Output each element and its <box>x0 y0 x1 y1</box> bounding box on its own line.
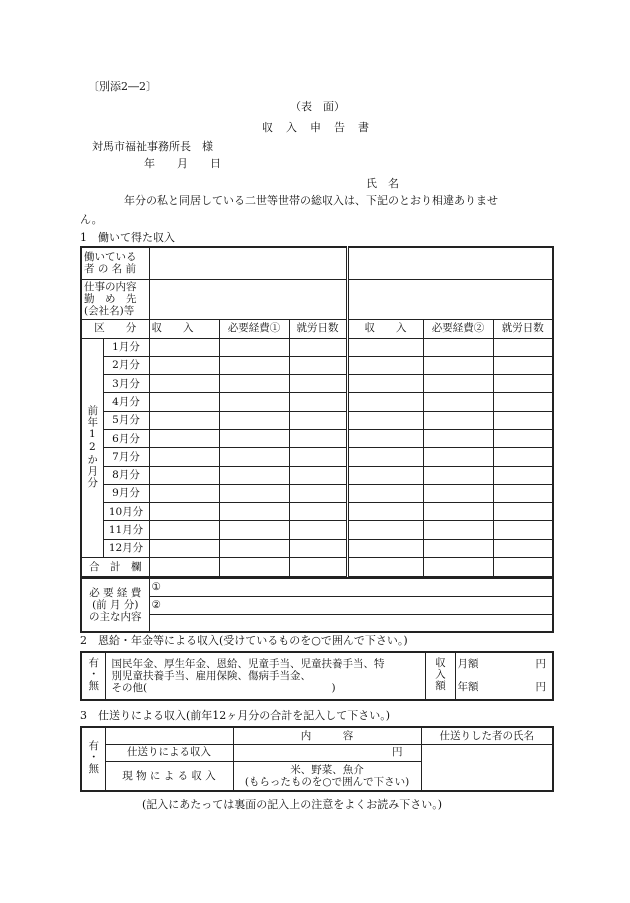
month-expense-1[interactable] <box>219 356 289 374</box>
month-income-2[interactable] <box>347 521 423 539</box>
total-label: 合 計 欄 <box>81 558 149 577</box>
table-row <box>81 484 553 502</box>
total-days-1[interactable] <box>289 558 347 577</box>
expense-detail-table <box>80 577 554 633</box>
month-expense-1[interactable] <box>219 466 289 484</box>
statement-line-2: ん。 <box>80 213 103 226</box>
worker-name-cell-2[interactable] <box>347 247 553 279</box>
month-days-2[interactable] <box>493 356 553 374</box>
month-expense-2[interactable] <box>423 393 493 411</box>
month-income-2[interactable] <box>347 338 423 356</box>
date-line: 年 月 日 <box>144 157 221 170</box>
month-expense-1[interactable] <box>219 503 289 521</box>
addressee: 対馬市福祉事務所長 様 <box>92 140 213 153</box>
month-expense-2[interactable] <box>423 375 493 393</box>
month-income-1[interactable] <box>149 521 219 539</box>
section1-title: 1 働いて得た収入 <box>80 231 175 244</box>
month-days-2[interactable] <box>493 539 553 557</box>
month-days-2[interactable] <box>493 484 553 502</box>
month-days-1[interactable] <box>289 429 347 447</box>
month-expense-2[interactable] <box>423 356 493 374</box>
job-content-label: 仕事の内容 勤 め 先 (会社名)等 <box>81 279 149 319</box>
month-days-1[interactable] <box>289 356 347 374</box>
table-row <box>81 338 553 356</box>
month-label: 4月分 <box>103 393 149 411</box>
month-income-1[interactable] <box>149 448 219 466</box>
expense-detail-2[interactable]: ② <box>149 596 553 614</box>
cash-remittance-amount[interactable]: 円 <box>233 744 421 761</box>
table-row <box>81 466 553 484</box>
table-row <box>81 411 553 429</box>
expense-detail-3[interactable] <box>149 614 553 632</box>
side-label: （表 面） <box>290 100 345 113</box>
remittance-yes-no[interactable]: 有・無 <box>81 727 105 791</box>
expense1-header: 必要経費① <box>219 319 289 338</box>
month-expense-2[interactable] <box>423 429 493 447</box>
month-income-1[interactable] <box>149 375 219 393</box>
pension-yes-no[interactable]: 有・無 <box>81 652 105 700</box>
month-expense-1[interactable] <box>219 429 289 447</box>
month-expense-2[interactable] <box>423 539 493 557</box>
content-header: 内 容 <box>233 727 421 744</box>
month-label: 12月分 <box>103 539 149 557</box>
month-days-1[interactable] <box>289 466 347 484</box>
expense-detail-1[interactable]: ① <box>149 578 553 596</box>
month-income-1[interactable] <box>149 484 219 502</box>
total-expense-2[interactable] <box>423 558 493 577</box>
month-days-2[interactable] <box>493 521 553 539</box>
total-income-2[interactable] <box>347 558 423 577</box>
month-income-1[interactable] <box>149 503 219 521</box>
month-income-2[interactable] <box>347 411 423 429</box>
month-label: 10月分 <box>103 503 149 521</box>
table-row <box>81 393 553 411</box>
sender-header: 仕送りした者の氏名 <box>421 727 553 744</box>
month-income-2[interactable] <box>347 356 423 374</box>
month-expense-1[interactable] <box>219 393 289 411</box>
month-days-2[interactable] <box>493 503 553 521</box>
month-days-2[interactable] <box>493 393 553 411</box>
income-header-2: 収 入 <box>347 319 423 338</box>
month-label: 6月分 <box>103 429 149 447</box>
month-expense-2[interactable] <box>423 338 493 356</box>
month-income-1[interactable] <box>149 539 219 557</box>
days-header-1: 就労日数 <box>289 319 347 338</box>
yearly-amount[interactable]: 年額 円 <box>455 676 553 700</box>
month-expense-2[interactable] <box>423 466 493 484</box>
expense-detail-label: 必 要 経 費 (前 月 分) の主な内容 <box>81 578 149 632</box>
month-days-2[interactable] <box>493 466 553 484</box>
footer-note: (記入にあたっては裏面の記入上の注意をよくお読み下さい。) <box>142 798 443 811</box>
goods-remittance-content[interactable]: 米、野菜、魚介 (もらったものを○で囲んで下さい) <box>233 761 421 791</box>
table-row <box>81 503 553 521</box>
month-days-2[interactable] <box>493 429 553 447</box>
month-days-1[interactable] <box>289 521 347 539</box>
total-days-2[interactable] <box>493 558 553 577</box>
month-expense-2[interactable] <box>423 448 493 466</box>
total-income-1[interactable] <box>149 558 219 577</box>
month-label: 8月分 <box>103 466 149 484</box>
month-income-1[interactable] <box>149 338 219 356</box>
division-header: 区 分 <box>81 319 149 338</box>
statement-line-1: 年分の私と同居している二世等世帯の総収入は、下記のとおり相違ありませ <box>124 194 498 207</box>
month-days-1[interactable] <box>289 448 347 466</box>
expense2-header: 必要経費② <box>423 319 493 338</box>
job-content-cell-1[interactable] <box>149 279 347 319</box>
month-expense-2[interactable] <box>423 484 493 502</box>
month-income-2[interactable] <box>347 429 423 447</box>
month-label: 1月分 <box>103 338 149 356</box>
month-income-2[interactable] <box>347 375 423 393</box>
month-days-1[interactable] <box>289 539 347 557</box>
goods-remittance-label: 現 物 に よ る 収 入 <box>105 761 233 791</box>
attachment-label: 〔別添2―2〕 <box>88 80 157 93</box>
table-row <box>81 521 553 539</box>
remittance-table <box>80 726 554 792</box>
table-row <box>81 356 553 374</box>
section3-title: 3 仕送りによる収入(前年12ヶ月分の合計を記入して下さい。) <box>80 709 391 722</box>
table-row <box>81 539 553 557</box>
month-income-2[interactable] <box>347 466 423 484</box>
month-income-1[interactable] <box>149 356 219 374</box>
month-income-2[interactable] <box>347 393 423 411</box>
month-days-1[interactable] <box>289 338 347 356</box>
month-expense-1[interactable] <box>219 411 289 429</box>
month-expense-1[interactable] <box>219 521 289 539</box>
month-expense-1[interactable] <box>219 448 289 466</box>
month-days-1[interactable] <box>289 375 347 393</box>
month-income-1[interactable] <box>149 429 219 447</box>
job-content-cell-2[interactable] <box>347 279 553 319</box>
table-row <box>81 429 553 447</box>
month-label: 9月分 <box>103 484 149 502</box>
income-header-1: 収 入 <box>149 319 219 338</box>
pension-items[interactable]: 国民年金、厚生年金、恩給、児童手当、児童扶養手当、特 別児童扶養手当、雇用保険、傷病手当金、 その他( ) <box>105 652 425 700</box>
pension-table <box>80 651 554 701</box>
month-income-2[interactable] <box>347 448 423 466</box>
name-label: 氏 名 <box>366 177 399 190</box>
month-days-1[interactable] <box>289 393 347 411</box>
month-income-1[interactable] <box>149 466 219 484</box>
month-days-2[interactable] <box>493 448 553 466</box>
month-income-1[interactable] <box>149 393 219 411</box>
days-header-2: 就労日数 <box>493 319 553 338</box>
month-days-2[interactable] <box>493 338 553 356</box>
month-expense-2[interactable] <box>423 411 493 429</box>
cash-remittance-label: 仕送りによる収入 <box>105 744 233 761</box>
worker-name-cell-1[interactable] <box>149 247 347 279</box>
sender-name[interactable] <box>421 744 553 791</box>
month-expense-1[interactable] <box>219 338 289 356</box>
month-label: 7月分 <box>103 448 149 466</box>
month-days-1[interactable] <box>289 503 347 521</box>
document-title: 収 入 申 告 書 <box>262 121 370 134</box>
total-expense-1[interactable] <box>219 558 289 577</box>
worker-name-label: 働いている 者 の 名 前 <box>81 247 149 279</box>
month-income-1[interactable] <box>149 411 219 429</box>
month-expense-1[interactable] <box>219 484 289 502</box>
month-expense-1[interactable] <box>219 375 289 393</box>
month-label: 5月分 <box>103 411 149 429</box>
month-expense-2[interactable] <box>423 503 493 521</box>
month-days-1[interactable] <box>289 411 347 429</box>
month-expense-1[interactable] <box>219 539 289 557</box>
month-days-2[interactable] <box>493 411 553 429</box>
period-label: 前年12か月分 <box>81 338 103 558</box>
month-income-2[interactable] <box>347 503 423 521</box>
month-label: 3月分 <box>103 375 149 393</box>
income-amount-label: 収入額 <box>425 652 455 700</box>
monthly-amount[interactable]: 月額 円 <box>455 652 553 676</box>
month-income-2[interactable] <box>347 484 423 502</box>
table-row <box>81 448 553 466</box>
month-label: 11月分 <box>103 521 149 539</box>
remittance-blank-header <box>105 727 233 744</box>
month-label: 2月分 <box>103 356 149 374</box>
work-income-table <box>80 246 554 578</box>
table-row <box>81 375 553 393</box>
month-days-1[interactable] <box>289 484 347 502</box>
month-expense-2[interactable] <box>423 521 493 539</box>
month-days-2[interactable] <box>493 375 553 393</box>
month-income-2[interactable] <box>347 539 423 557</box>
section2-title: 2 恩給・年金等による収入(受けているものを○で囲んで下さい。) <box>80 634 408 647</box>
